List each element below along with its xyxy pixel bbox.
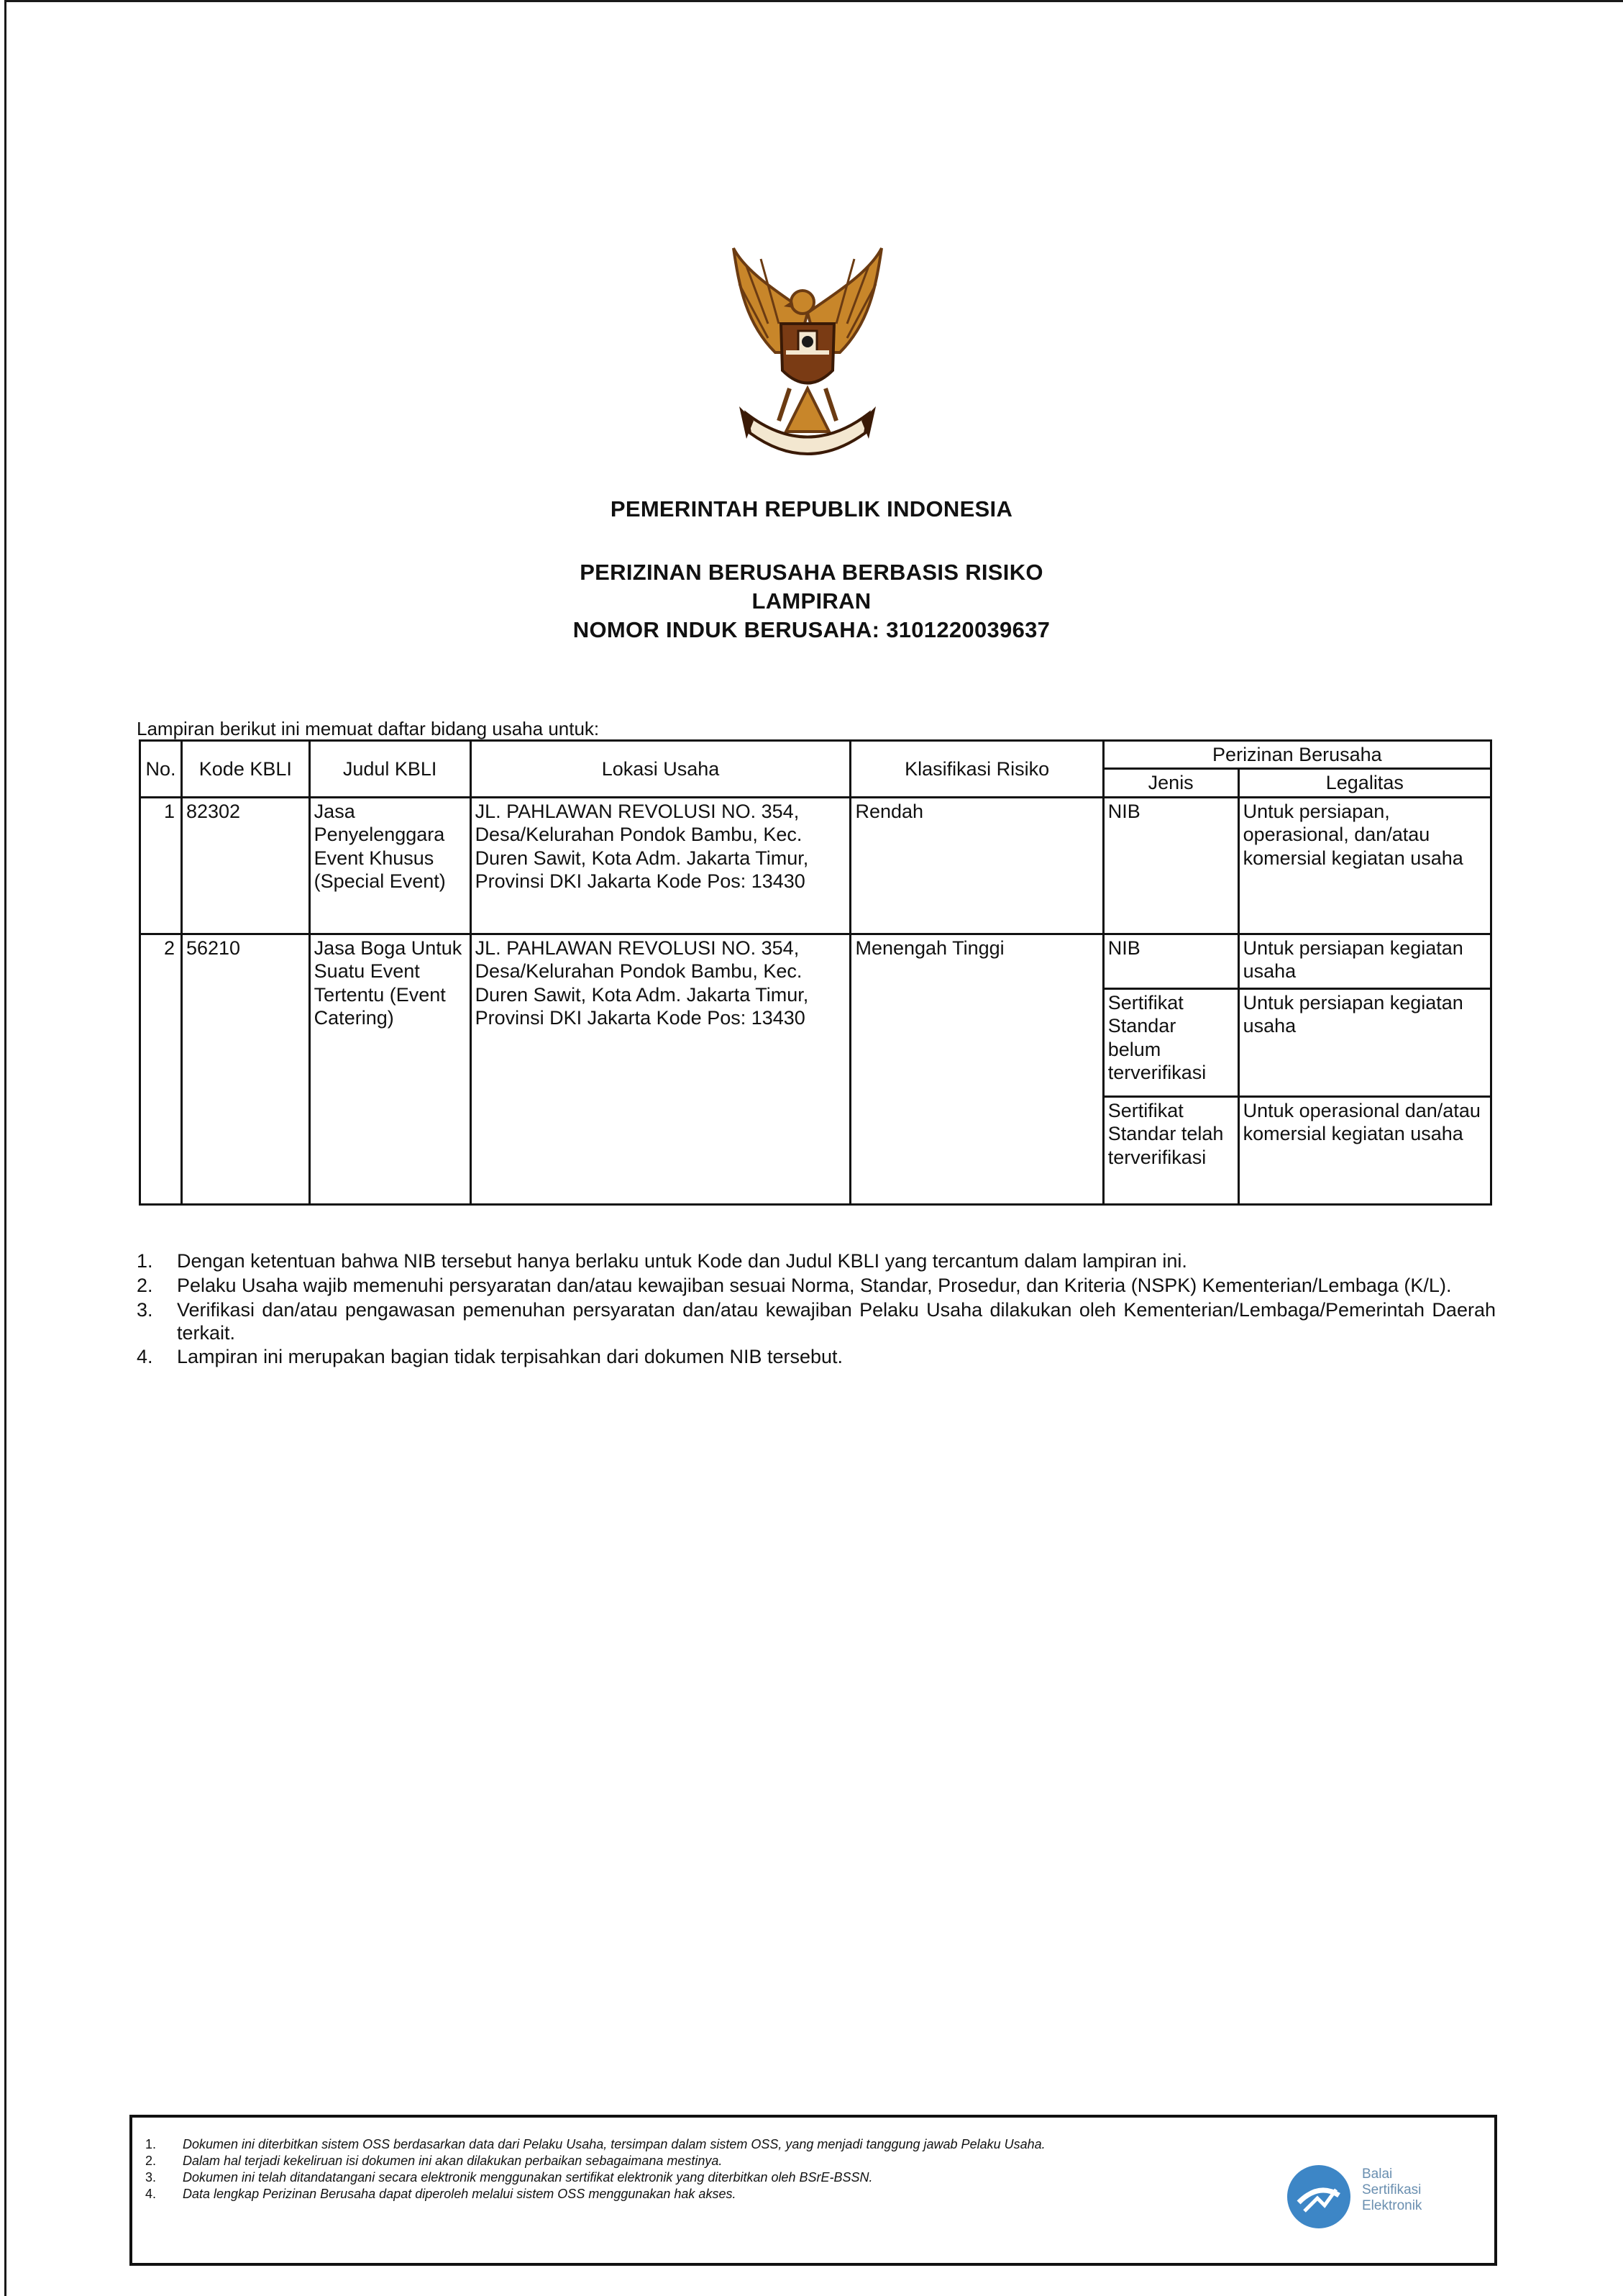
list-item bbox=[145, 2186, 1267, 2202]
note-number: 4. bbox=[137, 1346, 153, 1368]
row-judul-kbli: Jasa Boga Untuk Suatu Event Tertentu (Event Catering) bbox=[309, 934, 470, 1204]
list-item bbox=[137, 1346, 1496, 1369]
footer-disclaimer-box bbox=[129, 2115, 1497, 2266]
footer-note-number: 2. bbox=[145, 2154, 157, 2169]
row-legalitas: Untuk persiapan, operasional, dan/atau komersial kegiatan usaha bbox=[1238, 797, 1491, 934]
list-item bbox=[145, 2153, 1267, 2169]
list-item bbox=[137, 1250, 1496, 1273]
header-klasifikasi-risiko: Klasifikasi Risiko bbox=[851, 741, 1103, 798]
row-jenis: Sertifikat Standar telah terverifikasi bbox=[1103, 1096, 1238, 1204]
nib-number: NOMOR INDUK BERUSAHA: 3101220039637 bbox=[572, 617, 1051, 642]
bsre-logo-icon bbox=[1283, 2161, 1355, 2233]
note-text: Pelaku Usaha wajib memenuhi persyaratan dan/atau kewajiban sesuai Norma, Standar, Prosedur, dan Kriteria (NSPK) Kementerian/Lembaga (K/L). bbox=[177, 1274, 1452, 1296]
footer-note-number: 3. bbox=[145, 2170, 157, 2185]
header-jenis: Jenis bbox=[1103, 769, 1238, 797]
terms-list bbox=[137, 1250, 1496, 1370]
bsre-logo-line1: Balai bbox=[1362, 2167, 1393, 2182]
row-lokasi-usaha: JL. PAHLAWAN REVOLUSI NO. 354, Desa/Kelurahan Pondok Bambu, Kec. Duren Sawit, Kota Adm. Jakarta Timur, Provinsi DKI Jakarta Kode Pos: 13430 bbox=[470, 934, 851, 1204]
bsre-logo-line2: Sertifikasi bbox=[1362, 2182, 1422, 2197]
row-no: 1 bbox=[140, 797, 182, 934]
bsre-logo bbox=[1283, 2161, 1477, 2233]
table-row bbox=[140, 797, 1491, 934]
garuda-emblem bbox=[718, 245, 897, 460]
footer-note-number: 4. bbox=[145, 2187, 157, 2202]
government-heading: PEMERINTAH REPUBLIK INDONESIA bbox=[610, 496, 1013, 521]
row-kode-kbli: 56210 bbox=[181, 934, 309, 1204]
footer-notes-list bbox=[145, 2136, 1267, 2202]
bsre-logo-line3: Elektronik bbox=[1362, 2197, 1422, 2213]
row-klasifikasi-risiko: Rendah bbox=[851, 797, 1103, 934]
header-judul-kbli: Judul KBLI bbox=[309, 741, 470, 798]
row-legalitas: Untuk persiapan kegiatan usaha bbox=[1238, 934, 1491, 988]
footer-note-text: Data lengkap Perizinan Berusaha dapat diperoleh melalui sistem OSS menggunakan hak akses. bbox=[183, 2187, 736, 2202]
header-kode-kbli: Kode KBLI bbox=[181, 741, 309, 798]
header-lokasi-usaha: Lokasi Usaha bbox=[470, 741, 851, 798]
row-jenis: Sertifikat Standar belum terverifikasi bbox=[1103, 988, 1238, 1096]
footer-note-text: Dokumen ini telah ditandatangani secara elektronik menggunakan sertifikat elektronik yang diterbitkan oleh BSrE-BSSN. bbox=[183, 2170, 873, 2185]
intro-text: Lampiran berikut ini memuat daftar bidang usaha untuk: bbox=[137, 718, 600, 739]
footer-note-text: Dalam hal terjadi kekeliruan isi dokumen ini akan dilakukan perbaikan sebagaimana mestinya. bbox=[183, 2154, 723, 2169]
row-kode-kbli: 82302 bbox=[181, 797, 309, 934]
bsre-logo-text bbox=[1362, 2167, 1422, 2214]
kbli-table bbox=[139, 739, 1492, 1206]
footer-note-text: Dokumen ini diterbitkan sistem OSS berdasarkan data dari Pelaku Usaha, tersimpan dalam sistem OSS, yang menjadi tanggung jawab Pelaku Usaha. bbox=[183, 2137, 1046, 2151]
note-text: Lampiran ini merupakan bagian tidak terpisahkan dari dokumen NIB tersebut. bbox=[177, 1346, 843, 1368]
document-title: PERIZINAN BERUSAHA BERBASIS RISIKO bbox=[580, 560, 1043, 585]
row-lokasi-usaha: JL. PAHLAWAN REVOLUSI NO. 354, Desa/Kelurahan Pondok Bambu, Kec. Duren Sawit, Kota Adm. Jakarta Timur, Provinsi DKI Jakarta Kode Pos: 13430 bbox=[470, 797, 851, 934]
list-item bbox=[145, 2169, 1267, 2186]
document-subtitle: LAMPIRAN bbox=[751, 588, 872, 614]
list-item bbox=[145, 2136, 1267, 2153]
row-jenis: NIB bbox=[1103, 797, 1238, 934]
row-jenis: NIB bbox=[1103, 934, 1238, 988]
note-number: 1. bbox=[137, 1250, 153, 1272]
header-no: No. bbox=[140, 741, 182, 798]
row-legalitas: Untuk operasional dan/atau komersial kegiatan usaha bbox=[1238, 1096, 1491, 1204]
table-header-row bbox=[140, 741, 1491, 769]
note-text: Dengan ketentuan bahwa NIB tersebut hanya berlaku untuk Kode dan Judul KBLI yang tercantum dalam lampiran ini. bbox=[177, 1250, 1187, 1272]
note-number: 3. bbox=[137, 1298, 153, 1321]
row-legalitas: Untuk persiapan kegiatan usaha bbox=[1238, 988, 1491, 1096]
row-no: 2 bbox=[140, 934, 182, 1204]
list-item bbox=[137, 1275, 1496, 1298]
row-judul-kbli: Jasa Penyelenggara Event Khusus (Special Event) bbox=[309, 797, 470, 934]
row-klasifikasi-risiko: Menengah Tinggi bbox=[851, 934, 1103, 1204]
header-perizinan-berusaha: Perizinan Berusaha bbox=[1103, 741, 1491, 769]
note-number: 2. bbox=[137, 1274, 153, 1296]
table-row bbox=[140, 934, 1491, 988]
note-text: Verifikasi dan/atau pengawasan pemenuhan persyaratan dan/atau kewajiban Pelaku Usaha dilakukan oleh Kementerian/Lembaga/Pemerintah Daerah terkait. bbox=[177, 1298, 1496, 1344]
list-item bbox=[137, 1299, 1496, 1345]
footer-note-number: 1. bbox=[145, 2137, 157, 2151]
header-legalitas: Legalitas bbox=[1238, 769, 1491, 797]
